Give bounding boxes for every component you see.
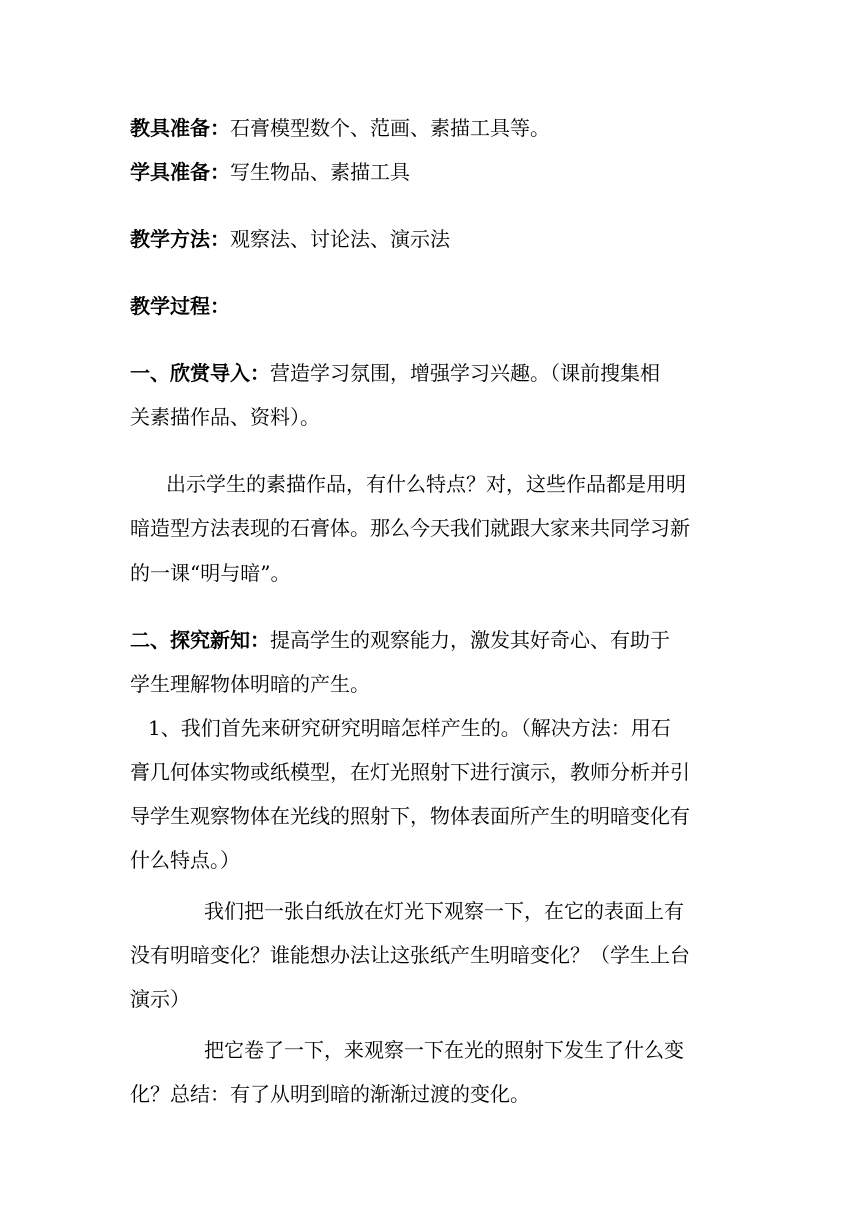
section2-text-1: 提高学生的观察能力，激发其好奇心、有助于 xyxy=(270,628,670,652)
teaching-aids-line xyxy=(130,114,740,142)
section2-heading: 二、探究新知： xyxy=(130,628,270,652)
student-prep-label: 学具准备： xyxy=(130,160,230,184)
para1-line3: 的一课“明与暗”。 xyxy=(130,561,291,585)
para2-line2: 没有明暗变化？谁能想办法让这张纸产生明暗变化？（学生上台 xyxy=(130,943,690,967)
item1-line4: 什么特点。） xyxy=(130,848,240,872)
methods-label: 教学方法： xyxy=(130,227,230,251)
para1-line1: 出示学生的素描作品，有什么特点？对，这些作品都是用明 xyxy=(166,472,686,496)
para3-line2: 化？总结：有了从明到暗的渐渐过渡的变化。 xyxy=(130,1082,530,1106)
teaching-aids-text: 石膏模型数个、范画、素描工具等。 xyxy=(230,116,550,140)
section1-line1 xyxy=(130,359,740,387)
section1-heading: 一、欣赏导入： xyxy=(130,361,270,385)
section2-line1 xyxy=(130,626,740,654)
item1-line2: 膏几何体实物或纸模型，在灯光照射下进行演示，教师分析并引 xyxy=(130,760,690,784)
section1-text-2: 关素描作品、资料）。 xyxy=(130,405,320,429)
methods-text: 观察法、讨论法、演示法 xyxy=(230,227,450,251)
student-prep-text: 写生物品、素描工具 xyxy=(230,160,410,184)
student-prep-line xyxy=(130,158,740,186)
teaching-aids-label: 教具准备： xyxy=(130,116,230,140)
section2-text-2: 学生理解物体明暗的产生。 xyxy=(130,672,370,696)
para2-line1: 我们把一张白纸放在灯光下观察一下，在它的表面上有 xyxy=(204,899,684,923)
item1-line3: 导学生观察物体在光线的照射下，物体表面所产生的明暗变化有 xyxy=(130,804,690,828)
para2-line3: 演示） xyxy=(130,987,190,1011)
section1-text-1: 营造学习氛围，增强学习兴趣。（课前搜集相 xyxy=(270,361,660,385)
para3-line1: 把它卷了一下，来观察一下在光的照射下发生了什么变 xyxy=(204,1038,684,1062)
item1-line1: 1、我们首先来研究研究明暗怎样产生的。（解决方法：用石 xyxy=(148,716,671,740)
methods-line xyxy=(130,225,740,253)
para1-line2: 暗造型方法表现的石膏体。那么今天我们就跟大家来共同学习新 xyxy=(130,516,690,540)
process-heading: 教学过程： xyxy=(130,294,230,318)
